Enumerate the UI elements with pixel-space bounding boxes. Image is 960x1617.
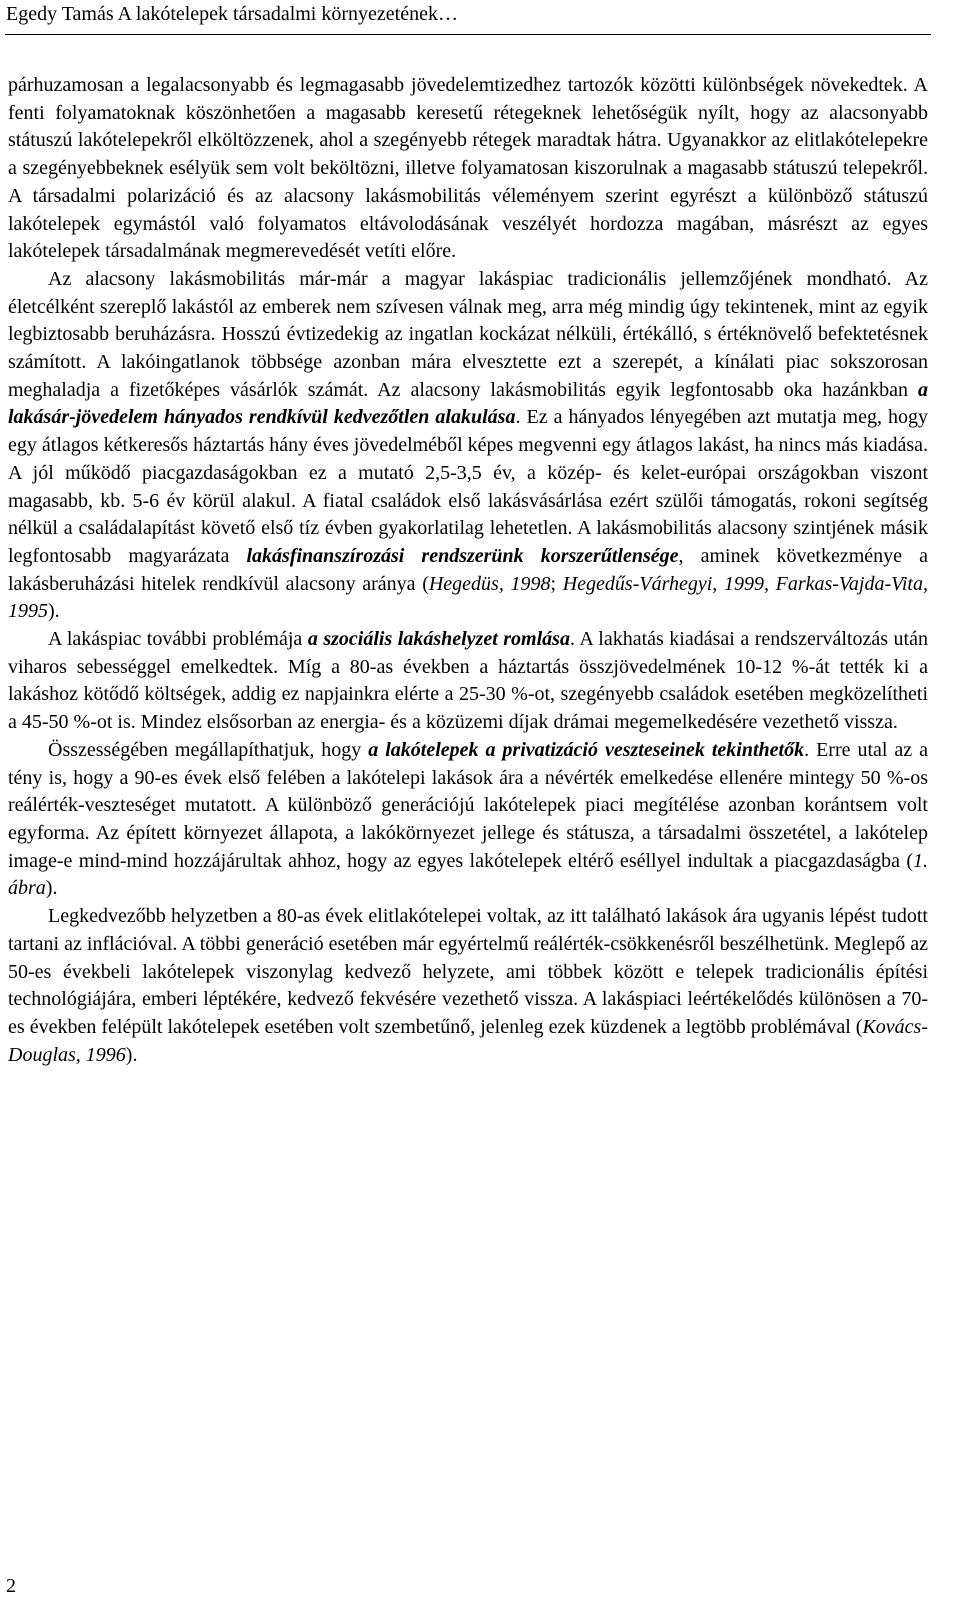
text-run: . A lakhatás kiadásai a rendszerváltozás után viharos sebességgel emelkedtek. Míg a 80-as években a háztartás összjövedelmének 10-12 %-át tették ki a lakáshoz kötődő költségek, addig ez napjainkra elérte a 25-30 %-ot, szegényebb családok esetében megközelítheti a 45-50 %-ot is. Mindez elsősorban az energia- és a közüzemi díjak drámai megemelkedésére vezethető vissza.	[8, 628, 928, 734]
citation: Hegedűs-Várhegyi, 1999, Farkas-Vajda-Vita, 1995	[8, 572, 928, 623]
text-run: , aminek következménye a lakásberuházási hitelek rendkívül alacsony aránya (	[8, 544, 928, 595]
text-run: . Ez a hányados lényegében azt mutatja meg, hogy egy átlagos kétkeresős háztartás hány éves jövedelméből képes megvenni egy átlagos lakást, ha nincs más kiadása. A jól működő piacgazdaságokban ez a mutató 2,5-3,5 év, a közép- és kelet-európai országokban viszont magasabb, kb. 5-6 év körül alakul. A fiatal családok első lakásvásárlása ezért szülői támogatás, rokoni segítség nélkül a családalapítást követő első tíz évben gyakorlatilag lehetetlen. A lakásmobilitás alacsony szintjének másik legfontosabb magyarázata	[8, 406, 929, 567]
text-run: párhuzamosan a legalacsonyabb és legmagasabb jövedelemtizedhez tartozók közötti különbségek növekedtek. A fenti folyamatoknak köszönhetően a magasabb keresetű rétegeknek lehetőségük nyílt, hogy az alacsonyabb státuszú lakótelepekről elköltözzenek, ahol a szegényebb rétegek maradtak hátra. Ugyanakkor az elitlakótelepekre a szegényebbeknek esélyük sem volt beköltözni, illetve folyamatosan kiszorulnak a magasabb státuszú telepekről. A társadalmi polarizáció és az alacsony lakásmobilitás véleményem szerint egyrészt a különböző státuszú lakótelepek egymástól való folyamatos eltávolodásának veszélyét hordozza magában, másrészt az egyes lakótelepek társadalmának megmerevedését vetíti előre.	[8, 74, 928, 263]
text-run: ).	[125, 1043, 138, 1066]
text-run: Az alacsony lakásmobilitás már-már a magyar lakáspiac tradicionális jellemzőjének mondható. Az életcélként szereplő lakástól az emberek nem szívesen válnak meg, arra még mindig úgy tekintenek, mint az egyik legbiztosabb beruházásra. Hosszú évtizedekig az ingatlan kockázat nélküli, értékálló, s értéknövelő befektetésnek számított. A lakóingatlanok többsége azonban mára elvesztette ezt a szerepét, a kínálati piac sokszorosan meghaladja a fizetőképes vásárlók számát. Az alacsony lakásmobilitás egyik legfontosabb oka hazánkban	[8, 267, 928, 401]
body-text	[8, 72, 928, 1069]
citation: Hegedüs, 1998	[428, 572, 551, 595]
citation: 1. ábra	[8, 849, 928, 900]
paragraph	[8, 737, 928, 903]
emphasized-phrase: a szociális lakáshelyzet romlása	[307, 628, 570, 651]
paragraph	[8, 266, 928, 626]
paragraph	[8, 903, 928, 1069]
header-divider	[5, 34, 931, 35]
text-run: ;	[550, 572, 563, 595]
emphasized-phrase: a lakótelepek a privatizáció veszteseinek tekinthetők	[368, 738, 805, 761]
text-run: ).	[48, 600, 60, 623]
emphasized-phrase: a lakásár-jövedelem hányados rendkívül kedvezőtlen alakulása	[8, 378, 928, 429]
running-header: Egedy Tamás A lakótelepek társadalmi környezetének…	[6, 3, 458, 25]
page-number: 2	[6, 1575, 16, 1597]
text-run: . Erre utal az a tény is, hogy a 90-es évek első felében a lakótelepi lakások ára a névérték emelkedése ellenére mintegy 50 %-os reálérték-veszteséget mutatott. A különböző generációjú lakótelepek piaci megítélése azonban korántsem volt egyforma. Az épített környezet állapota, a lakókörnyezet jellege és státusza, a társadalmi összetétel, a lakótelep image-e mind-mind hozzájárultak ahhoz, hogy az egyes lakótelepek eltérő eséllyel indultak a piacgazdaságba (	[8, 738, 928, 872]
citation: Kovács-Douglas, 1996	[8, 1015, 928, 1066]
emphasized-phrase: lakásfinanszírozási rendszerünk korszerűtlensége	[246, 544, 679, 567]
text-run: Legkedvezőbb helyzetben a 80-as évek elitlakótelepei voltak, az itt található lakások ára ugyanis lépést tudott tartani az inflációval. A többi generáció esetében már egyértelmű reálérték-csökkenésről beszélhetünk. Meglepő az 50-es évekbeli lakótelepek viszonylag kedvező helyzete, ami többek között e telepek tradicionális építési technológiájára, emberi léptékére, kedvező fekvésére vezethető vissza. A lakáspiaci leértékelődés különösen a 70-es években felépült lakótelepek esetében volt szembetűnő, jelenleg ezek küzdenek a legtöbb problémával (	[8, 905, 928, 1038]
text-run: Összességében megállapíthatjuk, hogy	[48, 738, 369, 761]
paragraph	[8, 72, 928, 266]
paragraph	[8, 626, 928, 737]
text-run: A lakáspiac további problémája	[48, 628, 308, 651]
text-run: ).	[45, 877, 58, 900]
